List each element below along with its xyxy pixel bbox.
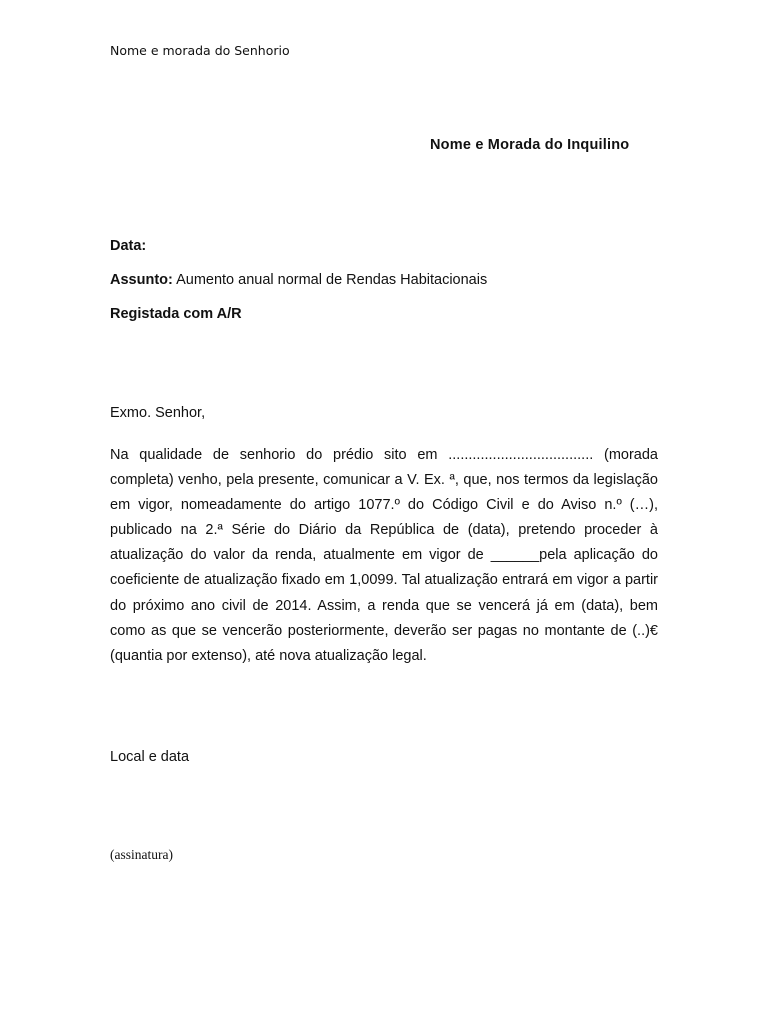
place-and-date: Local e data (110, 749, 190, 765)
subject-line (110, 272, 487, 288)
date-label: Data: (110, 238, 147, 254)
subject-label: Assunto: (110, 272, 173, 288)
signature-placeholder: (assinatura) (110, 847, 173, 862)
sender-heading: Nome e morada do Senhorio (110, 43, 290, 58)
registered-label: Registada com A/R (110, 306, 242, 322)
recipient-heading: Nome e Morada do Inquilino (430, 137, 630, 153)
subject-text: Aumento anual normal de Rendas Habitacionais (176, 272, 488, 288)
body-paragraph: Na qualidade de senhorio do prédio sito em .................................... (morada completa) venho, pela presente, comunicar a V. Ex. ª, que, nos termos da legislação em vigor, nomeadamente do artigo 1077.º do Código Civil e do Aviso n.º (…), publicado na 2.ª Série do Diário da República de (data), pretendo proceder à atualização do valor da renda, atualmente em vigor de ______pela aplicação do coeficiente de atualização fixado em 1,0099. Tal atualização entrará em vigor a partir do próximo ano civil de 2014. Assim, a renda que se vencerá já em (data), bem como as que se vencerão posteriormente, deverão ser pagas no montante de (..)€ (quantia por extenso), até nova atualização legal. (110, 447, 658, 664)
salutation: Exmo. Senhor, (110, 405, 206, 421)
